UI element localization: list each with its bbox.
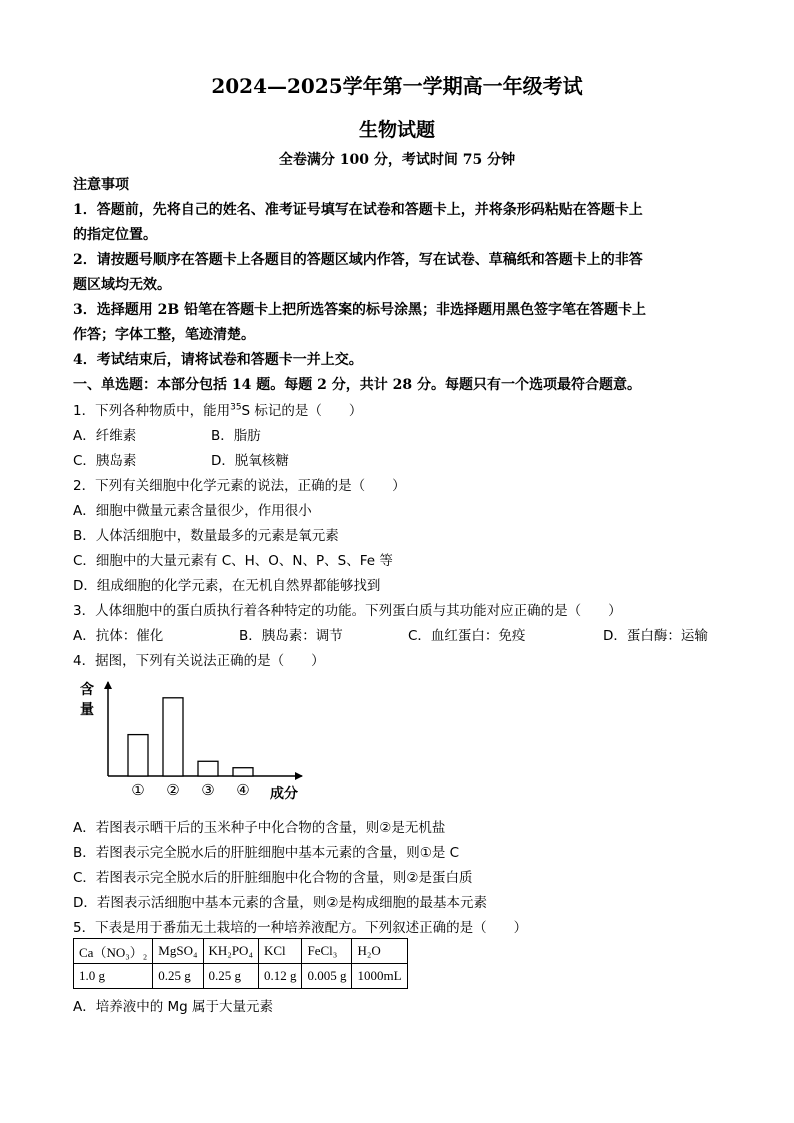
table-header-cell: FeCl₃ [302,939,352,964]
question-4-option-a: A．若图表示晒干后的玉米种子中化合物的含量，则②是无机盐 [73,820,446,836]
question-1-option-c: C．胰岛素 [73,453,137,469]
table-cell: 0.12 g [258,964,302,989]
exam-info: 全卷满分 100 分，考试时间 75 分钟 [278,152,516,168]
x-tick-label: ④ [236,781,250,799]
bar [128,735,148,776]
question-1-option-d: D．脱氧核糖 [211,453,289,469]
question-5-stem: 5．下表是用于番茄无土栽培的一种培养液配方。下列叙述正确的是（ ） [73,920,528,936]
question-3-option-a: A．抗体：催化 [73,628,164,644]
note-line: 3．选择题用 2B 铅笔在答题卡上把所选答案的标号涂黑；非选择题用黑色签字笔在答题卡上 [73,302,647,318]
stem-part: 1．下列各种物质中，能用 [73,403,231,419]
question-3-stem: 3．人体细胞中的蛋白质执行着各种特定的功能。下列蛋白质与其功能对应正确的是（ ） [73,603,622,619]
table-cell: 0.25 g [203,964,258,989]
stem-part: S 标记的是（ ） [241,403,363,419]
table-header-cell: KCl [258,939,302,964]
table-cell: 1.0 g [74,964,153,989]
question-5-option-a: A．培养液中的 Mg 属于大量元素 [73,999,274,1015]
exam-title: 2024—2025学年第一学期高一年级考试 [211,74,583,98]
table-header-cell: MgSO₄ [153,939,203,964]
note-line: 4．考试结束后，请将试卷和答题卡一并上交。 [73,352,363,368]
bar [163,698,183,776]
question-4-option-b: B．若图表示完全脱水后的肝脏细胞中基本元素的含量，则①是 C [73,845,460,861]
isotope-superscript: 35 [230,402,242,413]
question-3-option-b: B．胰岛素：调节 [239,628,343,644]
table-cell: 0.005 g [302,964,352,989]
question-2-stem: 2．下列有关细胞中化学元素的说法，正确的是（ ） [73,478,406,494]
note-line: 题区域均无效。 [73,277,171,293]
question-1-option-b: B．脂肪 [211,428,261,444]
subject-title: 生物试题 [358,119,435,141]
chart-layer [80,681,303,802]
note-line: 2．请按题号顺序在答题卡上各题目的答题区域内作答，写在试卷、草稿纸和答题卡上的非答 [73,252,643,268]
y-axis-label: 量 [80,702,94,718]
question-4-stem: 4．据图，下列有关说法正确的是（ ） [73,653,325,669]
question-1-option-a: A．纤维素 [73,428,137,444]
nutrient-solution-table [73,938,408,989]
question-2-option-d: D．组成细胞的化学元素，在无机自然界都能够找到 [73,578,381,594]
x-tick-label: ② [166,781,180,799]
content-bar-chart [80,672,320,807]
question-2-option-c: C．细胞中的大量元素有 C、H、O、N、P、S、Fe 等 [73,553,393,569]
table-header-row [74,939,408,964]
y-axis-label: 含 [80,682,94,698]
x-axis-label: 成分 [270,786,298,802]
question-3-option-d: D．蛋白酶：运输 [603,628,708,644]
x-tick-label: ③ [201,781,215,799]
question-1-stem [73,399,362,419]
note-line: 作答；字体工整，笔迹清楚。 [73,327,255,343]
table-cell: 0.25 g [153,964,203,989]
x-tick-label: ① [131,781,145,799]
section-heading: 一、单选题：本部分包括 14 题。每题 2 分，共计 28 分。每题只有一个选项最符合题意。 [73,377,641,393]
bar [233,768,253,776]
question-4-option-c: C．若图表示完全脱水后的肝脏细胞中化合物的含量，则②是蛋白质 [73,870,473,886]
bar [198,761,218,776]
note-line: 的指定位置。 [73,227,157,243]
y-axis-arrow [104,681,112,689]
x-axis-arrow [295,772,303,780]
table-header-cell: Ca（NO₃）₂ [74,939,153,964]
question-2-option-a: A．细胞中微量元素含量很少，作用很小 [73,503,312,519]
table-cell: 1000mL [352,964,407,989]
notes-heading: 注意事项 [73,177,129,193]
table-row [74,964,408,989]
note-line: 1．答题前，先将自己的姓名、准考证号填写在试卷和答题卡上，并将条形码粘贴在答题卡上 [73,202,643,218]
question-2-option-b: B．人体活细胞中，数量最多的元素是氧元素 [73,528,339,544]
table-header-cell: H₂O [352,939,407,964]
table-header-cell: KH₂PO₄ [203,939,258,964]
question-4-option-d: D．若图表示活细胞中基本元素的含量，则②是构成细胞的最基本元素 [73,895,487,911]
question-3-option-c: C．血红蛋白：免疫 [408,628,526,644]
